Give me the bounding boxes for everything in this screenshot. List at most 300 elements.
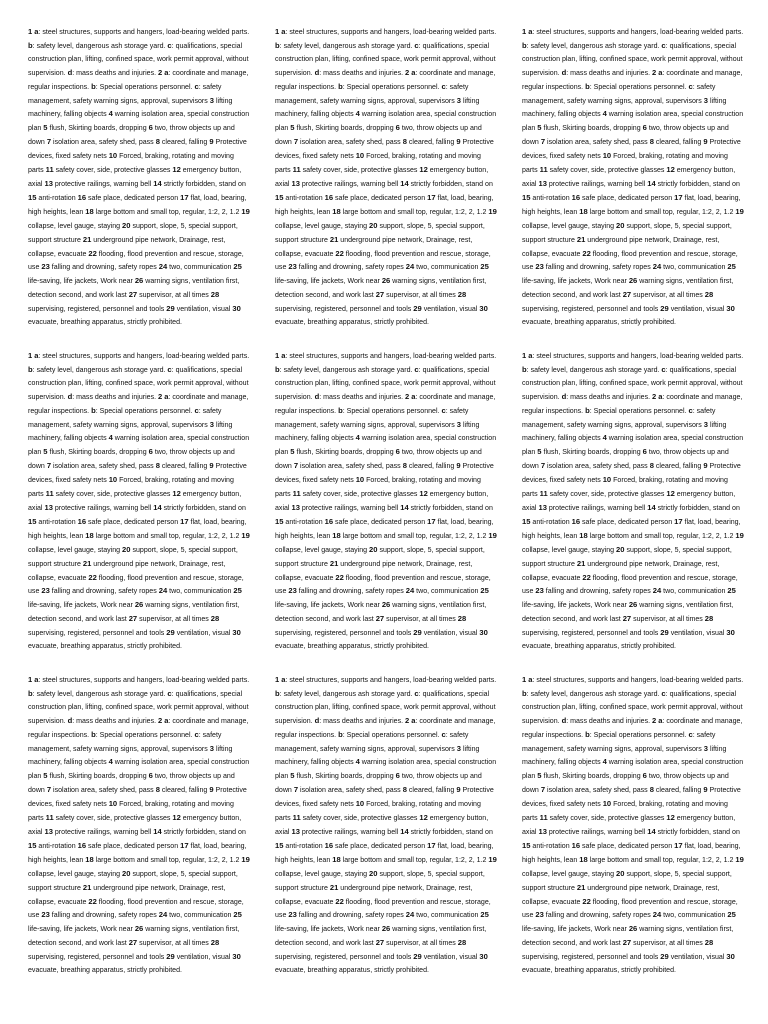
item-number: 20	[616, 220, 625, 230]
item-number: 5	[290, 771, 295, 781]
item-number: 19	[735, 206, 744, 216]
item-part-text: coordinate and manage, regular inspections.	[522, 69, 743, 91]
item-text: flat, load, bearing, high heights, lean	[522, 518, 741, 540]
item-number: 19	[241, 854, 250, 864]
item-part-letter: a	[411, 391, 416, 401]
item-text: evacuate, breathing apparatus, strictly prohibited.	[275, 967, 429, 975]
item-number: 24	[405, 262, 415, 272]
item-number: 11	[45, 165, 54, 175]
item-text: warning isolation area, special construction plan	[522, 435, 744, 457]
item-text: warning signs, ventilation first, detection second, and work last	[28, 278, 240, 300]
item-text: collapse, level gauge, staying	[522, 222, 615, 230]
item-text: supervising, registered, personnel and tools	[522, 954, 659, 962]
item-text: protective railings, warning bell	[301, 180, 399, 188]
item-part-text: mass deaths and injuries.	[570, 717, 651, 725]
item-number: 9	[703, 137, 708, 147]
item-number: 17	[180, 516, 189, 526]
item-number: 16	[571, 840, 581, 850]
item-text: underground pipe network, Drainage, rest, collapse, evacuate	[28, 884, 226, 906]
item-part-text: qualifications, special construction plan, lifting, confined space, work permit approval, without supervision.	[275, 42, 496, 77]
item-number: 28	[457, 614, 467, 624]
item-text: Forced, braking, rotating and moving parts	[28, 477, 234, 499]
item-text: isolation area, safety shed, pass	[547, 463, 648, 471]
item-text: flush, Skirting boards, dropping	[49, 449, 147, 457]
item-number: 24	[158, 262, 168, 272]
item-number: 9	[456, 785, 461, 795]
item-number: 23	[41, 262, 50, 272]
item-number: 20	[616, 868, 625, 878]
item-text: emergency button, axial	[28, 815, 242, 836]
item-part-text: coordinate and manage, regular inspections.	[275, 393, 496, 415]
item-part-letter: b	[275, 364, 280, 374]
item-text: flush, Skirting boards, dropping	[296, 449, 394, 457]
item-part-letter: c	[194, 81, 199, 91]
item-part-text: Special operations personnel.	[99, 83, 193, 91]
item-number: 15	[275, 840, 284, 850]
item-number: 21	[576, 234, 586, 244]
item-number: 14	[400, 502, 409, 512]
item-part-letter: a	[281, 675, 286, 684]
item-part-text: mass deaths and injuries.	[76, 717, 157, 725]
item-number: 4	[602, 757, 607, 767]
item-text: falling and drowning, safety ropes	[298, 264, 404, 272]
item-part-letter: a	[164, 67, 169, 77]
item-text: evacuate, breathing apparatus, strictly prohibited.	[522, 319, 676, 327]
item-text: flooding, flood prevention and rescue, storage, use	[522, 898, 738, 920]
item-part-letter: a	[34, 351, 39, 360]
item-number: 25	[727, 910, 736, 920]
item-part-text: coordinate and manage, regular inspections.	[522, 393, 743, 415]
item-text: safe place, dedicated person	[582, 518, 673, 526]
item-text: flooding, flood prevention and rescue, storage, use	[522, 250, 738, 272]
item-part-letter: a	[658, 391, 663, 401]
item-number: 26	[628, 276, 638, 286]
item-part-letter: b	[275, 688, 280, 698]
item-number: 23	[535, 586, 544, 596]
item-number: 30	[479, 304, 488, 314]
item-text: support, slope, 5, special support, support structure	[522, 222, 732, 244]
item-text: safety cover, side, protective glasses	[55, 167, 171, 175]
item-number: 7	[46, 137, 52, 147]
item-text: flooding, flood prevention and rescue, storage, use	[275, 250, 491, 272]
item-text: safe place, dedicated person	[88, 194, 179, 202]
item-text: flat, load, bearing, high heights, lean	[275, 842, 494, 864]
item-number: 16	[77, 192, 87, 202]
item-number: 1	[522, 675, 527, 684]
item-part-letter: a	[411, 715, 416, 725]
item-number: 29	[166, 952, 175, 962]
item-number: 30	[726, 952, 735, 962]
item-number: 26	[381, 924, 391, 934]
item-number: 5	[43, 447, 48, 457]
item-text: strictly forbidden, stand on	[657, 828, 740, 836]
item-text: warning isolation area, special construction plan	[522, 111, 744, 133]
item-number: 15	[28, 840, 37, 850]
item-number: 28	[210, 938, 220, 948]
item-number: 3	[703, 95, 708, 105]
item-text: supervisor, at all times	[633, 292, 703, 300]
item-number: 22	[582, 248, 591, 258]
item-text: supervisor, at all times	[386, 292, 456, 300]
item-text: life-saving, life jackets, Work near	[28, 278, 133, 286]
item-part-letter: c	[688, 729, 693, 739]
item-number: 25	[233, 910, 242, 920]
item-part-letter: b	[91, 405, 96, 415]
item-number: 6	[395, 123, 400, 133]
item-number: 5	[43, 771, 48, 781]
item-number: 27	[128, 938, 138, 948]
item-text: flooding, flood prevention and rescue, storage, use	[28, 898, 244, 920]
item-text: supervisor, at all times	[633, 940, 703, 948]
answer-block: 1 a: steel structures, supports and hangers, load-bearing welded parts. b: safety level, dangerous ash storage yard. c: qualifications, special construction plan, lifting, confined space, work permit approval, without supervision. d: mass deaths and injuries. 2 a: coordinate and manage, regular inspections. b: Special operations personnel. c: safety management, safety warning signs, approval, supervisors 3 lifting machinery, falling objects 4 warning isolation area, special construction plan 5 flush, Skirting boards, dropping 6 two, throw objects up and down 7 isolation area, safety shed, pass 8 cleared, falling 9 Protective devices, fixed safety nets 10 Forced, braking, rotating and moving parts 11 safety cover, side, protective glasses 12 emergency button, axial 13 protective railings, warning bell 14 strictly forbidden, stand on 15 anti-rotation 16 safe place, dedicated person 17 flat, load, bearing, high heights, lean 18 large bottom and small top, regular, 1:2, 2, 1.2 19 collapse, level gauge, staying 20 support, slope, 5, special support, support structure 21 underground pipe network, Drainage, rest, collapse, evacuate 22 flooding, flood prevention and rescue, storage, use 23 falling and drowning, safety ropes 24 two, communication 25 life-saving, life jackets, Work near 26 warning signs, ventilation first, detection second, and work last 27 supervisor, at all times 28 supervising, registered, personnel and tools 29 ventilation, visual 30 evacuate, breathing apparatus, strictly prohibited.	[28, 351, 250, 651]
item-text: anti-rotation	[285, 842, 323, 850]
item-text: large bottom and small top, regular, 1:2, 2, 1.2	[589, 208, 734, 216]
item-number: 21	[576, 882, 586, 892]
item-text: two, throw objects up and down	[522, 125, 729, 147]
item-part-letter: c	[441, 405, 446, 415]
item-text: strictly forbidden, stand on	[163, 180, 246, 188]
item-text: large bottom and small top, regular, 1:2, 2, 1.2	[589, 532, 734, 540]
item-text: protective railings, warning bell	[548, 828, 646, 836]
item-number: 13	[291, 826, 300, 836]
item-text: flush, Skirting boards, dropping	[543, 449, 641, 457]
answer-block: 1 a: steel structures, supports and hangers, load-bearing welded parts. b: safety level, dangerous ash storage yard. c: qualifications, special construction plan, lifting, confined space, work permit approval, without supervision. d: mass deaths and injuries. 2 a: coordinate and manage, regular inspections. b: Special operations personnel. c: safety management, safety warning signs, approval, supervisors 3 lifting machinery, falling objects 4 warning isolation area, special construction plan 5 flush, Skirting boards, dropping 6 two, throw objects up and down 7 isolation area, safety shed, pass 8 cleared, falling 9 Protective devices, fixed safety nets 10 Forced, braking, rotating and moving parts 11 safety cover, side, protective glasses 12 emergency button, axial 13 protective railings, warning bell 14 strictly forbidden, stand on 15 anti-rotation 16 safe place, dedicated person 17 flat, load, bearing, high heights, lean 18 large bottom and small top, regular, 1:2, 2, 1.2 19 collapse, level gauge, staying 20 support, slope, 5, special support, support structure 21 underground pipe network, Drainage, rest, collapse, evacuate 22 flooding, flood prevention and rescue, storage, use 23 falling and drowning, safety ropes 24 two, communication 25 life-saving, life jackets, Work near 26 warning signs, ventilation first, detection second, and work last 27 supervisor, at all times 28 supervising, registered, personnel and tools 29 ventilation, visual 30 evacuate, breathing apparatus, strictly prohibited.	[522, 27, 744, 327]
item-text: flush, Skirting boards, dropping	[543, 773, 641, 781]
item-number: 6	[395, 447, 400, 457]
item-text: evacuate, breathing apparatus, strictly prohibited.	[275, 319, 429, 327]
item-part-text: qualifications, special construction plan, lifting, confined space, work permit approval, without supervision.	[522, 690, 743, 725]
item-part-letter: a	[528, 27, 533, 36]
item-part-text: Special operations personnel.	[346, 731, 440, 739]
item-text: life-saving, life jackets, Work near	[275, 926, 380, 934]
item-number: 28	[457, 938, 467, 948]
item-text: anti-rotation	[285, 194, 323, 202]
item-number: 26	[134, 600, 144, 610]
item-number: 22	[335, 248, 344, 258]
item-text: two, communication	[416, 264, 479, 272]
item-text: lifting machinery, falling objects	[28, 421, 233, 443]
item-part-text: qualifications, special construction plan, lifting, confined space, work permit approval, without supervision.	[28, 366, 249, 401]
item-text: two, throw objects up and down	[275, 125, 482, 147]
item-text: evacuate, breathing apparatus, strictly prohibited.	[28, 319, 182, 327]
item-number: 5	[290, 447, 295, 457]
item-number: 19	[488, 206, 497, 216]
item-text: warning signs, ventilation first, detection second, and work last	[28, 926, 240, 948]
item-part-letter: d	[561, 391, 567, 401]
item-part-text: mass deaths and injuries.	[76, 69, 157, 77]
item-number: 6	[642, 123, 647, 133]
item-part-text: steel structures, supports and hangers, load-bearing welded parts.	[42, 677, 250, 684]
item-part-text: safety management, safety warning signs, approval, supervisors	[275, 731, 469, 753]
item-number: 18	[579, 854, 588, 864]
item-part-letter: c	[194, 729, 199, 739]
item-text: warning signs, ventilation first, detection second, and work last	[275, 926, 487, 948]
item-text: two, communication	[169, 264, 232, 272]
item-part-text: Special operations personnel.	[593, 731, 687, 739]
item-text: safety cover, side, protective glasses	[302, 491, 418, 499]
item-number: 26	[134, 276, 144, 286]
item-number: 11	[292, 489, 301, 499]
item-part-letter: b	[91, 81, 96, 91]
item-number: 24	[158, 910, 168, 920]
item-number: 28	[210, 614, 220, 624]
item-part-text: safety level, dangerous ash storage yard.	[36, 366, 166, 374]
item-text: flat, load, bearing, high heights, lean	[522, 842, 741, 864]
item-number: 8	[402, 461, 407, 471]
item-number: 16	[571, 192, 581, 202]
item-text: lifting machinery, falling objects	[275, 97, 480, 119]
item-text: collapse, level gauge, staying	[28, 870, 121, 878]
answer-block: 1 a: steel structures, supports and hangers, load-bearing welded parts. b: safety level, dangerous ash storage yard. c: qualifications, special construction plan, lifting, confined space, work permit approval, without supervision. d: mass deaths and injuries. 2 a: coordinate and manage, regular inspections. b: Special operations personnel. c: safety management, safety warning signs, approval, supervisors 3 lifting machinery, falling objects 4 warning isolation area, special construction plan 5 flush, Skirting boards, dropping 6 two, throw objects up and down 7 isolation area, safety shed, pass 8 cleared, falling 9 Protective devices, fixed safety nets 10 Forced, braking, rotating and moving parts 11 safety cover, side, protective glasses 12 emergency button, axial 13 protective railings, warning bell 14 strictly forbidden, stand on 15 anti-rotation 16 safe place, dedicated person 17 flat, load, bearing, high heights, lean 18 large bottom and small top, regular, 1:2, 2, 1.2 19 collapse, level gauge, staying 20 support, slope, 5, special support, support structure 21 underground pipe network, Drainage, rest, collapse, evacuate 22 flooding, flood prevention and rescue, storage, use 23 falling and drowning, safety ropes 24 two, communication 25 life-saving, life jackets, Work near 26 warning signs, ventilation first, detection second, and work last 27 supervisor, at all times 28 supervising, registered, personnel and tools 29 ventilation, visual 30 evacuate, breathing apparatus, strictly prohibited.	[522, 351, 744, 651]
item-part-letter: c	[688, 405, 693, 415]
item-number: 4	[355, 433, 360, 443]
item-part-text: qualifications, special construction plan, lifting, confined space, work permit approval, without supervision.	[28, 690, 249, 725]
item-text: cleared, falling	[655, 139, 702, 147]
item-text: large bottom and small top, regular, 1:2, 2, 1.2	[342, 208, 487, 216]
item-text: ventilation, visual	[423, 954, 478, 962]
item-text: flat, load, bearing, high heights, lean	[28, 842, 247, 864]
item-number: 7	[293, 461, 299, 471]
item-text: supervising, registered, personnel and tools	[522, 630, 659, 638]
item-text: collapse, level gauge, staying	[275, 870, 368, 878]
answer-block: 1 a: steel structures, supports and hangers, load-bearing welded parts. b: safety level, dangerous ash storage yard. c: qualifications, special construction plan, lifting, confined space, work permit approval, without supervision. d: mass deaths and injuries. 2 a: coordinate and manage, regular inspections. b: Special operations personnel. c: safety management, safety warning signs, approval, supervisors 3 lifting machinery, falling objects 4 warning isolation area, special construction plan 5 flush, Skirting boards, dropping 6 two, throw objects up and down 7 isolation area, safety shed, pass 8 cleared, falling 9 Protective devices, fixed safety nets 10 Forced, braking, rotating and moving parts 11 safety cover, side, protective glasses 12 emergency button, axial 13 protective railings, warning bell 14 strictly forbidden, stand on 15 anti-rotation 16 safe place, dedicated person 17 flat, load, bearing, high heights, lean 18 large bottom and small top, regular, 1:2, 2, 1.2 19 collapse, level gauge, staying 20 support, slope, 5, special support, support structure 21 underground pipe network, Drainage, rest, collapse, evacuate 22 flooding, flood prevention and rescue, storage, use 23 falling and drowning, safety ropes 24 two, communication 25 life-saving, life jackets, Work near 26 warning signs, ventilation first, detection second, and work last 27 supervisor, at all times 28 supervising, registered, personnel and tools 29 ventilation, visual 30 evacuate, breathing apparatus, strictly prohibited.	[275, 675, 497, 975]
item-number: 4	[108, 757, 113, 767]
item-number: 25	[233, 262, 242, 272]
item-part-letter: d	[314, 391, 320, 401]
item-number: 6	[395, 771, 400, 781]
item-text: ventilation, visual	[176, 306, 231, 314]
item-text: support, slope, 5, special support, support structure	[275, 870, 485, 892]
item-number: 10	[602, 475, 612, 485]
item-number: 26	[134, 924, 144, 934]
item-text: cleared, falling	[161, 463, 208, 471]
item-part-text: safety management, safety warning signs, approval, supervisors	[275, 407, 469, 429]
item-number: 29	[413, 952, 422, 962]
item-text: cleared, falling	[408, 787, 455, 795]
item-text: Forced, braking, rotating and moving parts	[522, 153, 728, 175]
item-part-text: Special operations personnel.	[346, 83, 440, 91]
item-part-letter: a	[281, 27, 286, 36]
item-part-text: mass deaths and injuries.	[323, 69, 404, 77]
item-text: two, communication	[169, 588, 232, 596]
item-number: 2	[405, 391, 410, 401]
item-text: safe place, dedicated person	[335, 842, 426, 850]
item-text: warning signs, ventilation first, detection second, and work last	[522, 602, 734, 624]
item-number: 25	[233, 586, 242, 596]
item-text: safe place, dedicated person	[88, 842, 179, 850]
item-part-letter: c	[414, 364, 419, 374]
item-part-text: safety level, dangerous ash storage yard.	[36, 42, 166, 50]
item-number: 2	[652, 391, 657, 401]
item-number: 11	[539, 165, 548, 175]
item-text: safe place, dedicated person	[88, 518, 179, 526]
item-number: 11	[292, 813, 301, 823]
item-part-letter: d	[561, 67, 567, 77]
item-number: 3	[456, 419, 461, 429]
item-text: isolation area, safety shed, pass	[300, 139, 401, 147]
item-text: flush, Skirting boards, dropping	[49, 125, 147, 133]
item-text: underground pipe network, Drainage, rest, collapse, evacuate	[275, 884, 473, 906]
item-number: 29	[413, 304, 422, 314]
item-text: falling and drowning, safety ropes	[545, 912, 651, 920]
item-number: 7	[46, 785, 52, 795]
item-part-letter: c	[167, 688, 172, 698]
item-text: support, slope, 5, special support, support structure	[522, 870, 732, 892]
item-text: Protective devices, fixed safety nets	[28, 787, 247, 809]
item-text: collapse, level gauge, staying	[522, 870, 615, 878]
item-text: protective railings, warning bell	[301, 828, 399, 836]
item-text: warning isolation area, special construction plan	[275, 111, 497, 133]
item-number: 7	[540, 461, 546, 471]
item-text: flooding, flood prevention and rescue, storage, use	[28, 250, 244, 272]
item-part-text: mass deaths and injuries.	[323, 717, 404, 725]
item-text: two, communication	[416, 912, 479, 920]
item-text: Protective devices, fixed safety nets	[28, 463, 247, 485]
item-number: 3	[703, 419, 708, 429]
item-text: flat, load, bearing, high heights, lean	[28, 194, 247, 216]
item-number: 24	[405, 910, 415, 920]
item-text: two, communication	[663, 912, 726, 920]
item-number: 30	[726, 628, 735, 638]
item-number: 13	[44, 502, 53, 512]
item-text: underground pipe network, Drainage, rest, collapse, evacuate	[522, 236, 720, 258]
item-text: Protective devices, fixed safety nets	[275, 463, 494, 485]
item-number: 16	[324, 516, 334, 526]
item-part-text: coordinate and manage, regular inspections.	[522, 717, 743, 739]
item-text: collapse, level gauge, staying	[28, 222, 121, 230]
item-number: 8	[155, 785, 160, 795]
item-number: 18	[85, 206, 94, 216]
item-text: safety cover, side, protective glasses	[549, 167, 665, 175]
item-text: collapse, level gauge, staying	[275, 546, 368, 554]
item-number: 22	[88, 248, 97, 258]
item-number: 2	[405, 715, 410, 725]
item-text: isolation area, safety shed, pass	[300, 463, 401, 471]
item-number: 2	[652, 67, 657, 77]
item-text: supervising, registered, personnel and tools	[275, 306, 412, 314]
item-text: supervising, registered, personnel and tools	[275, 630, 412, 638]
item-text: falling and drowning, safety ropes	[51, 912, 157, 920]
item-number: 12	[172, 489, 181, 499]
item-number: 1	[522, 27, 527, 36]
item-text: safe place, dedicated person	[335, 518, 426, 526]
item-number: 26	[381, 276, 391, 286]
item-text: underground pipe network, Drainage, rest, collapse, evacuate	[275, 560, 473, 582]
item-number: 27	[622, 614, 632, 624]
item-number: 19	[241, 206, 250, 216]
item-number: 26	[628, 924, 638, 934]
item-text: safety cover, side, protective glasses	[302, 815, 418, 823]
item-part-letter: c	[688, 81, 693, 91]
item-text: safety cover, side, protective glasses	[549, 491, 665, 499]
item-text: protective railings, warning bell	[54, 828, 152, 836]
item-part-letter: c	[414, 688, 419, 698]
item-number: 17	[427, 516, 436, 526]
item-number: 1	[28, 27, 33, 36]
item-part-letter: c	[167, 40, 172, 50]
item-text: two, throw objects up and down	[275, 449, 482, 471]
item-part-letter: c	[441, 81, 446, 91]
item-text: evacuate, breathing apparatus, strictly prohibited.	[275, 643, 429, 651]
item-part-text: safety level, dangerous ash storage yard.	[283, 42, 413, 50]
item-text: supervising, registered, personnel and tools	[28, 630, 165, 638]
item-text: protective railings, warning bell	[301, 504, 399, 512]
item-number: 10	[355, 475, 365, 485]
item-part-letter: b	[585, 81, 590, 91]
item-text: isolation area, safety shed, pass	[547, 139, 648, 147]
item-part-text: qualifications, special construction plan, lifting, confined space, work permit approval, without supervision.	[275, 366, 496, 401]
item-number: 27	[375, 290, 385, 300]
item-text: Protective devices, fixed safety nets	[28, 139, 247, 161]
item-text: flooding, flood prevention and rescue, storage, use	[275, 574, 491, 596]
item-number: 20	[122, 544, 131, 554]
item-part-letter: b	[585, 405, 590, 415]
item-number: 6	[642, 771, 647, 781]
item-text: cleared, falling	[408, 139, 455, 147]
item-number: 28	[704, 290, 714, 300]
item-number: 15	[275, 192, 284, 202]
item-number: 17	[674, 516, 683, 526]
item-text: Forced, braking, rotating and moving parts	[522, 801, 728, 823]
item-part-letter: d	[67, 391, 73, 401]
item-text: flooding, flood prevention and rescue, storage, use	[28, 574, 244, 596]
item-number: 11	[539, 813, 548, 823]
item-text: lifting machinery, falling objects	[275, 745, 480, 767]
item-text: falling and drowning, safety ropes	[545, 588, 651, 596]
item-number: 1	[275, 351, 280, 360]
item-text: cleared, falling	[408, 463, 455, 471]
item-number: 1	[522, 351, 527, 360]
item-number: 30	[479, 628, 488, 638]
item-number: 19	[735, 854, 744, 864]
item-number: 24	[652, 910, 662, 920]
item-number: 4	[355, 109, 360, 119]
item-part-letter: b	[28, 40, 33, 50]
item-text: flush, Skirting boards, dropping	[296, 125, 394, 133]
item-number: 7	[540, 785, 546, 795]
item-text: Forced, braking, rotating and moving parts	[28, 801, 234, 823]
item-part-letter: c	[441, 729, 446, 739]
item-text: underground pipe network, Drainage, rest, collapse, evacuate	[522, 884, 720, 906]
item-text: life-saving, life jackets, Work near	[28, 602, 133, 610]
item-text: evacuate, breathing apparatus, strictly prohibited.	[28, 967, 182, 975]
item-part-text: qualifications, special construction plan, lifting, confined space, work permit approval, without supervision.	[28, 42, 249, 77]
item-text: falling and drowning, safety ropes	[545, 264, 651, 272]
item-number: 13	[291, 178, 300, 188]
item-number: 18	[332, 854, 341, 864]
item-part-letter: d	[561, 715, 567, 725]
item-number: 2	[158, 391, 163, 401]
item-number: 15	[522, 516, 531, 526]
item-number: 5	[537, 447, 542, 457]
item-part-letter: b	[522, 688, 527, 698]
item-number: 10	[108, 799, 118, 809]
item-part-text: coordinate and manage, regular inspections.	[28, 69, 249, 91]
item-part-text: qualifications, special construction plan, lifting, confined space, work permit approval, without supervision.	[275, 690, 496, 725]
item-text: underground pipe network, Drainage, rest, collapse, evacuate	[275, 236, 473, 258]
item-text: Protective devices, fixed safety nets	[522, 139, 741, 161]
item-number: 23	[41, 586, 50, 596]
item-number: 20	[122, 868, 131, 878]
item-number: 28	[457, 290, 467, 300]
item-text: flat, load, bearing, high heights, lean	[275, 518, 494, 540]
item-number: 14	[647, 178, 656, 188]
item-number: 18	[85, 530, 94, 540]
item-number: 22	[335, 896, 344, 906]
item-number: 20	[369, 220, 378, 230]
item-text: emergency button, axial	[275, 167, 489, 188]
answer-block: 1 a: steel structures, supports and hangers, load-bearing welded parts. b: safety level, dangerous ash storage yard. c: qualifications, special construction plan, lifting, confined space, work permit approval, without supervision. d: mass deaths and injuries. 2 a: coordinate and manage, regular inspections. b: Special operations personnel. c: safety management, safety warning signs, approval, supervisors 3 lifting machinery, falling objects 4 warning isolation area, special construction plan 5 flush, Skirting boards, dropping 6 two, throw objects up and down 7 isolation area, safety shed, pass 8 cleared, falling 9 Protective devices, fixed safety nets 10 Forced, braking, rotating and moving parts 11 safety cover, side, protective glasses 12 emergency button, axial 13 protective railings, warning bell 14 strictly forbidden, stand on 15 anti-rotation 16 safe place, dedicated person 17 flat, load, bearing, high heights, lean 18 large bottom and small top, regular, 1:2, 2, 1.2 19 collapse, level gauge, staying 20 support, slope, 5, special support, support structure 21 underground pipe network, Drainage, rest, collapse, evacuate 22 flooding, flood prevention and rescue, storage, use 23 falling and drowning, safety ropes 24 two, communication 25 life-saving, life jackets, Work near 26 warning signs, ventilation first, detection second, and work last 27 supervisor, at all times 28 supervising, registered, personnel and tools 29 ventilation, visual 30 evacuate, breathing apparatus, strictly prohibited.	[275, 27, 497, 327]
